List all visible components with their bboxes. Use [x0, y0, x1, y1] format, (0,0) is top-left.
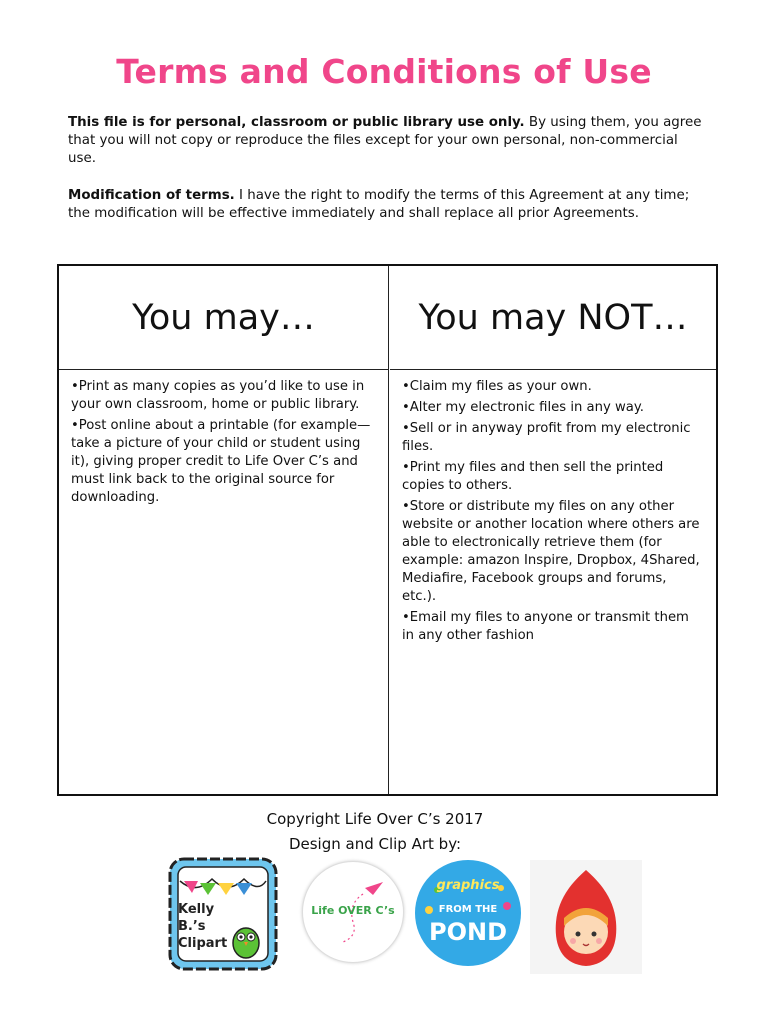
credit-logos: [160, 855, 650, 985]
copyright-text: Copyright Life Over C’s 2017: [266, 810, 484, 828]
terms-table: [57, 264, 718, 796]
red-riding-hood-icon: [530, 860, 642, 974]
graphics-from-the-pond-logo: [415, 860, 521, 966]
pond-logo-top: graphics: [436, 878, 500, 893]
life-over-cs-logo: [302, 861, 404, 963]
usage-paragraph-bold: This file is for personal, classroom or public library use only.: [68, 115, 525, 130]
list-item: •Print my files and then sell the printed copies to others.: [402, 460, 664, 493]
modification-paragraph-bold: Modification of terms.: [68, 188, 235, 203]
may-not-column: [390, 266, 716, 794]
list-item: •Alter my electronic files in any way.: [402, 400, 644, 415]
kelly-logo-text: Kelly B.’s Clipart: [178, 902, 228, 951]
usage-paragraph-text: By using them, you agree that you will not copy or reproduce the files except for your own personal, non-commercial use.: [68, 115, 702, 166]
list-item: •Email my files to anyone or transmit them in any other fashion: [402, 610, 689, 643]
list-item: •Claim my files as your own.: [402, 379, 592, 394]
pond-logo-bottom: POND: [429, 918, 507, 946]
may-header: You may…: [59, 266, 388, 370]
kelly-b-clipart-logo: [166, 855, 280, 973]
life-over-cs-text: Life OVER C’s: [311, 904, 395, 917]
list-item: •Store or distribute my files on any other website or another location where others are able to electronically retrieve them (for example: amazon Inspire, Dropbox, 4Shared, Mediafire, Facebook groups and forums, etc.).: [402, 499, 700, 604]
list-item: •Print as many copies as you’d like to use in your own classroom, home or public library.: [71, 379, 365, 412]
list-item: •Sell or in anyway profit from my electronic files.: [402, 421, 691, 454]
may-not-header: You may NOT…: [390, 266, 716, 370]
pond-logo-mid: FROM THE: [438, 904, 498, 915]
red-riding-hood-clipart: [530, 860, 642, 974]
modification-paragraph-text: I have the right to modify the terms of this Agreement at any time; the modification will be effective immediately and shall replace all prior Agreements.: [68, 188, 690, 221]
list-item: •Post online about a printable (for example—take a picture of your child or student using it), giving proper credit to Life Over C’s and must link back to the original source for downloading.: [71, 418, 371, 505]
may-column: [59, 266, 389, 794]
modification-paragraph: [68, 187, 708, 223]
may-not-list: [390, 370, 716, 645]
page-title: Terms and Conditions of Use: [116, 52, 652, 91]
design-credit-text: Design and Clip Art by:: [288, 835, 462, 853]
usage-paragraph: [68, 114, 708, 168]
may-list: [59, 370, 388, 507]
